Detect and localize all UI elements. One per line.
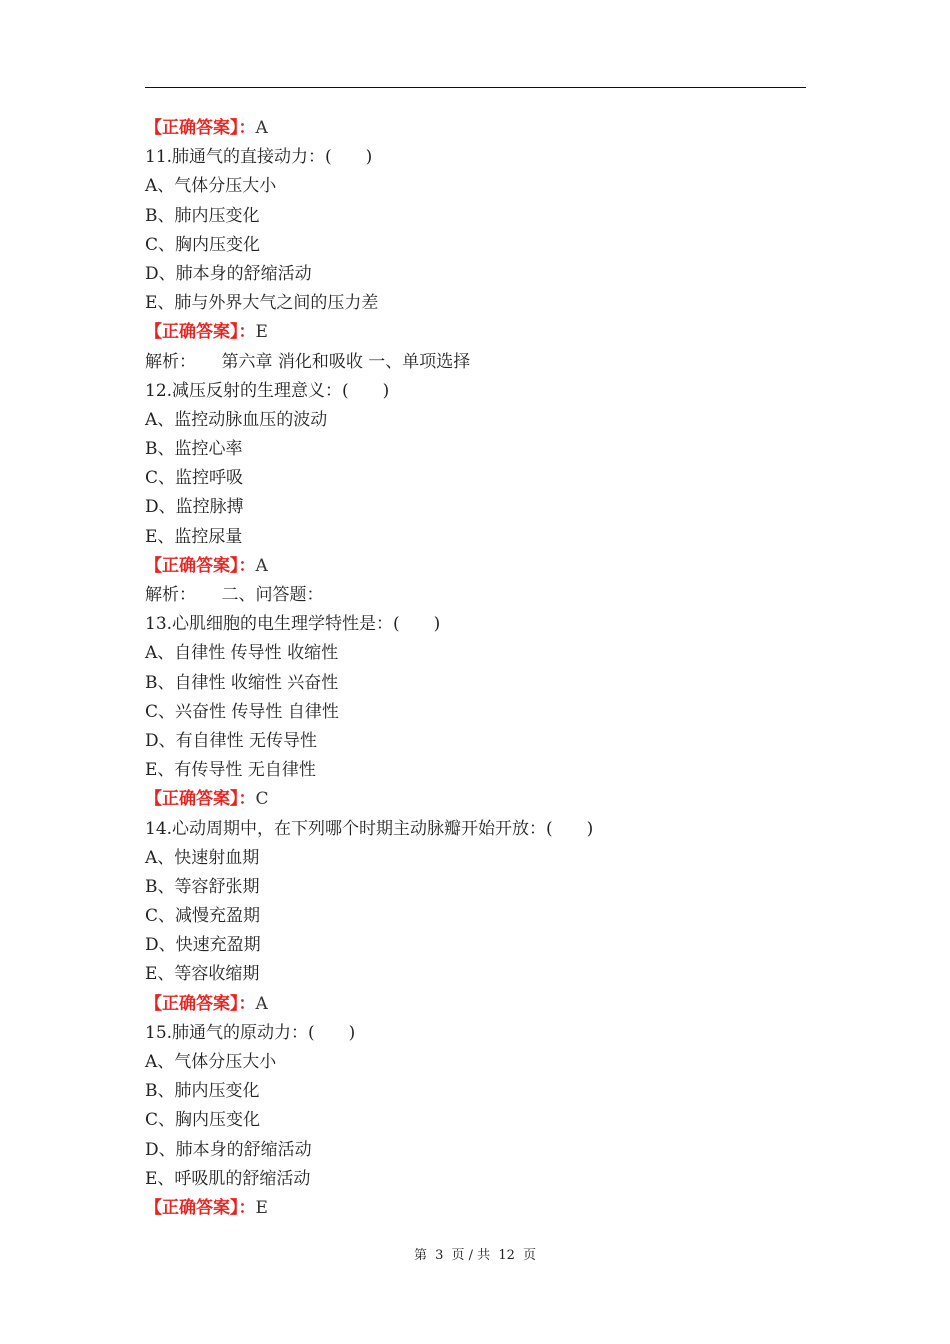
text-line: B、等容舒张期 [145,876,260,897]
footer-current-page: 3 [435,1248,444,1263]
text-line: E、有传导性 无自律性 [145,760,316,781]
text-line: B、自律性 收缩性 兴奋性 [145,672,339,693]
text-line: E、肺与外界大气之间的压力差 [145,293,379,314]
text-line: D、肺本身的舒缩活动 [145,1139,312,1160]
text-line: C、监控呼吸 [145,468,244,489]
answer-colon: ： [238,1197,256,1218]
text-line: D、快速充盈期 [145,935,261,956]
answer-value: A [255,555,268,576]
text-line: C、胸内压变化 [145,234,261,255]
answer-label: 【正确答案】 [145,555,239,576]
text-line: E、呼吸肌的舒缩活动 [145,1168,311,1189]
page-footer [0,1244,950,1263]
text-line: 11.肺通气的直接动力：( ) [145,147,373,168]
answer-value: E [255,1197,268,1218]
answer-colon: ： [238,118,256,138]
correct-answer-line [145,990,806,1019]
answer-value: A [255,118,268,138]
correct-answer-line [145,552,806,581]
text-line: D、监控脉搏 [145,497,244,518]
text-line: A、自律性 传导性 收缩性 [145,643,339,664]
answer-colon: ： [238,993,256,1014]
text-line: 解析： 第六章 消化和吸收 一、单项选择 [145,351,471,372]
answer-colon: ： [238,322,256,343]
correct-answer-line [145,318,806,347]
text-line: 14.心动周期中，在下列哪个时期主动脉瓣开始开放：( ) [145,818,594,839]
answer-label: 【正确答案】 [145,118,239,138]
answer-label: 【正确答案】 [145,993,239,1014]
correct-answer-line [145,785,806,814]
text-line: A、快速射血期 [145,847,260,868]
footer-prefix: 第 [413,1248,427,1263]
text-line: B、监控心率 [145,439,243,460]
answer-label: 【正确答案】 [145,789,239,810]
text-line: C、兴奋性 传导性 自律性 [145,701,339,722]
document-body [145,114,806,1223]
text-line: D、肺本身的舒缩活动 [145,263,312,284]
correct-answer-line [145,114,806,143]
text-line: 13.心肌细胞的电生理学特性是：( ) [145,614,441,635]
answer-label: 【正确答案】 [145,322,239,343]
text-line: C、胸内压变化 [145,1110,261,1131]
answer-value: C [255,789,269,810]
text-line: B、肺内压变化 [145,205,260,226]
text-line: A、气体分压大小 [145,1052,277,1072]
footer-suffix: 页 [523,1248,537,1263]
text-line: 15.肺通气的原动力：( ) [145,1022,356,1043]
text-line: E、监控尿量 [145,526,243,547]
text-line: A、监控动脉血压的波动 [145,409,328,430]
text-line: E、等容收缩期 [145,964,260,985]
answer-value: A [255,993,268,1014]
text-line: C、减慢充盈期 [145,906,261,927]
text-line: D、有自律性 无传导性 [145,730,318,751]
answer-colon: ： [238,789,256,810]
text-line: 12.减压反射的生理意义：( ) [145,380,390,401]
text-line: A、气体分压大小 [145,176,277,197]
footer-total-pages: 12 [498,1248,515,1263]
footer-mid: 页 / 共 [451,1248,491,1263]
text-line: 解析： 二、问答题： [145,585,324,605]
text-line: B、肺内压变化 [145,1081,260,1102]
answer-colon: ： [238,555,256,576]
header-rule [145,87,806,88]
correct-answer-line [145,1194,806,1223]
answer-label: 【正确答案】 [145,1197,239,1218]
answer-value: E [255,322,268,343]
